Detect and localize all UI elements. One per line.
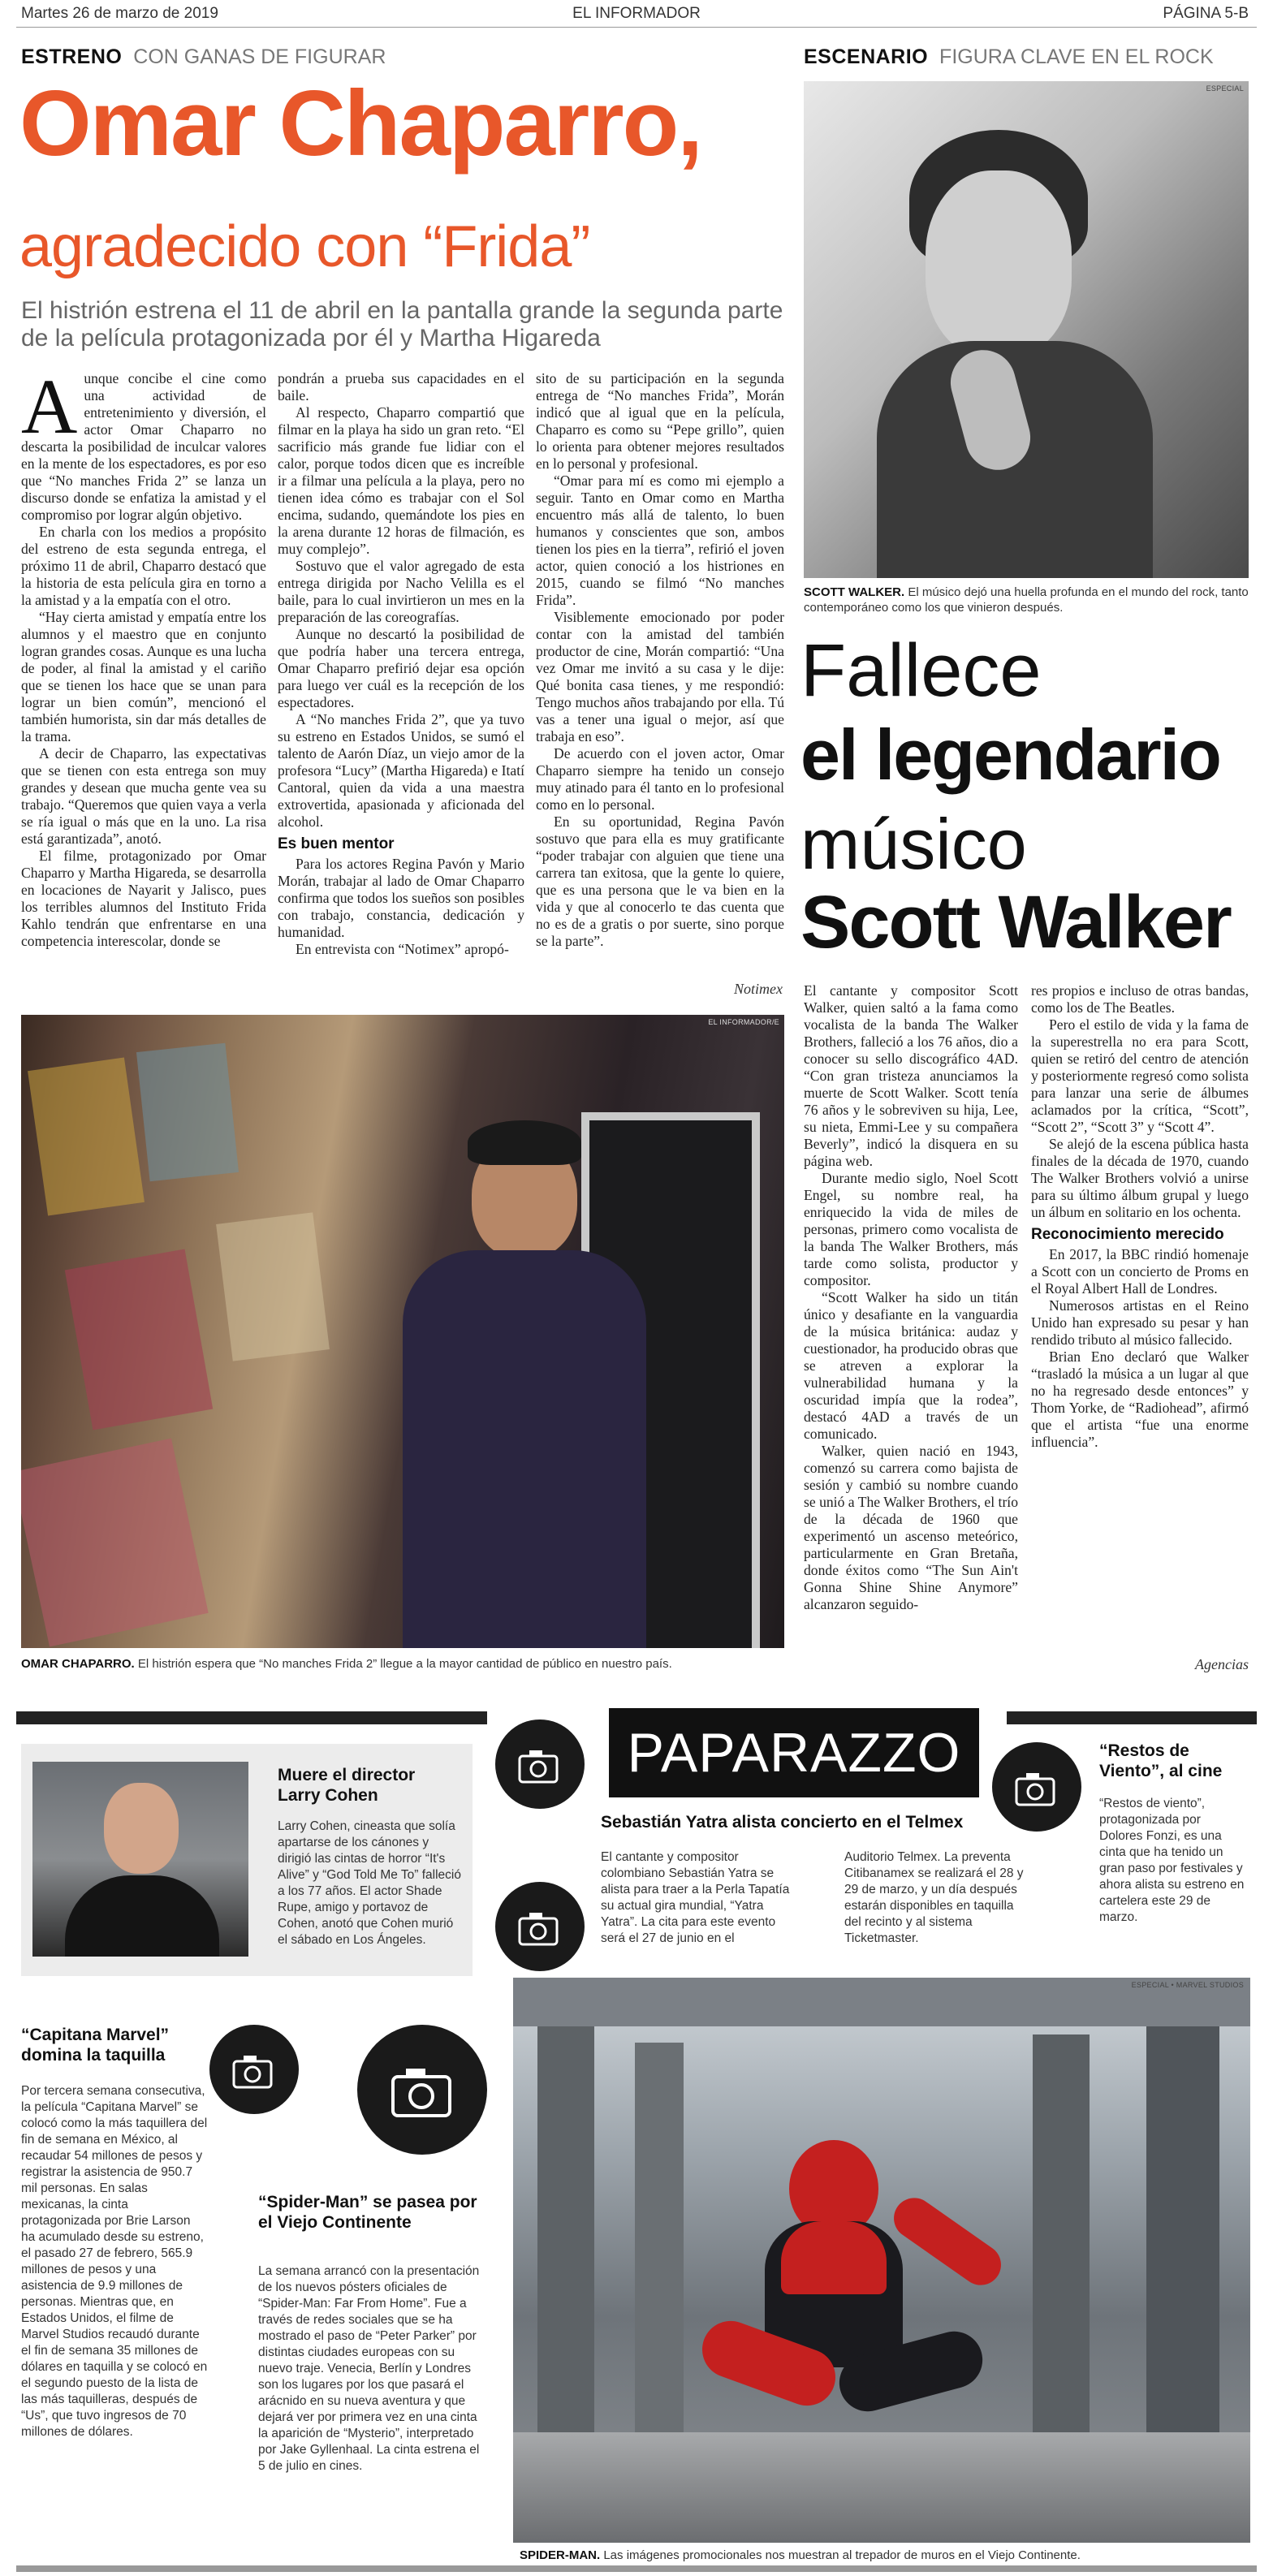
paragraph: Para los actores Regina Pavón y Mario Morán, trabajar al lado de Omar Chaparro confirma que todos los sueños son posibles con trabajo, constancia, dedicación y humanidad. — [278, 856, 524, 940]
poster — [21, 1439, 209, 1647]
caption-text: Las imágenes promocionales nos muestran al trepador de muros en el Viejo Continente. — [600, 2548, 1081, 2562]
paragraph: El cantante y compositor Scott Walker, quien saltó a la fama como vocalista de la banda The Walker Brothers, falleció a los 76 años, dio a conocer su sello discográfico 4AD. “Con gran tristeza anunciamos la muerte de Scott Walker. Scott tenía 76 años y le sobreviven su hija, Lee, su nieta, Emmi-Lee y su compañera Beverly”, indicó la disquera en su página web. — [804, 982, 1018, 1169]
paragraph: Al respecto, Chaparro compartió que filmar en la playa ha sido un gran reto. “El sacrificio más grande fue lidiar con el calor, porque todos dicen que es increíble ir a filmar una película a la playa, pero no tienen idea cómo es trabajar con el Sol encima, sudando, quemándote los pies en la arena durante 12 horas de filmación, es muy complejo”. — [278, 404, 524, 557]
photo-credit: EL INFORMADOR/E — [708, 1018, 779, 1026]
camera-icon — [209, 2025, 299, 2114]
paragraph: En entrevista con “Notimex” apropó- — [296, 941, 509, 957]
subheading: Es buen mentor — [278, 835, 395, 852]
spider-man-arm — [886, 2190, 1009, 2293]
camera-icon — [495, 1882, 585, 1971]
divider-bar — [1007, 1711, 1257, 1724]
person-face — [926, 170, 1072, 357]
headline: Scott Walker — [800, 881, 1231, 964]
news-text: “Restos de viento”, protagonizada por Dolores Fonzi, es una cinta que ha tenido un gran paso por festivales y ahora alista su estreno en cartelera este 29 de marzo. — [1099, 1797, 1245, 1924]
person-shirt — [403, 1250, 646, 1648]
caption-text: El músico dejó una huella profunda en el mundo del rock, tanto contemporáneo como los que vinieron después. — [804, 585, 1249, 615]
camera-icon — [495, 1719, 585, 1809]
larry-cohen-photo — [32, 1762, 248, 1957]
paragraph: El filme, protagonizado por Omar Chaparro y Martha Higareda, se desarrolla en locaciones de Nayarit y Jalisco, pues los terribles alumnos del Instituto Frida Kahlo tendrán que enfrentarse en una competencia interescolar, donde se — [21, 848, 266, 949]
footer-rule — [16, 2565, 1257, 2572]
header-rule — [16, 27, 1257, 28]
paragraph: Walker, quien nació en 1943, comenzó su carrera como bajista de sesión y cambió su nombre cuando se unió a The Walker Brothers, el trío de la década de 1960 que experimentó un ascenso meteórico, particularmente en Gran Bretaña, donde éxitos como “The Sun Ain't Gonna Shine Shine Anymore” alcanzaron seguido- — [804, 1443, 1018, 1612]
article-column-1 — [804, 982, 1018, 1613]
column — [1033, 2034, 1090, 2473]
news-text: Por tercera semana consecutiva, la película “Capitana Marvel” se colocó como la más taquillera del fin de semana en México, al recaudar 54 millones de pesos y registrar la asistencia de 950.7 mil personas. En salas mexicanas, la cinta protagonizada por Brie Larson ha acumulado desde su estreno, el pasado 27 de febrero, 565.9 millones de pesos y una asistencia de 9.9 millones de personas. Mientras que, en Estados Unidos, el filme de Marvel Studios recaudó durante el fin de semana 35 millones de dólares en taquilla y se colocó en el segundo puesto de la lista de las más taquilleras, después de “Us”, que tuvo ingresos de 70 millones de dólares. — [21, 2084, 208, 2439]
paragraph: Brian Eno declaró que Walker “trasladó la música a un lugar al que no ha regresado desde entonces” y Thom Yorke, de “Radiohead”, afirmó que el artista “fue una enorme influencia”. — [1031, 1348, 1249, 1450]
article-column-2 — [278, 370, 524, 958]
headline: Fallece — [800, 629, 1042, 712]
news-text: Larry Cohen, cineasta que solía apartarse de los cánones y dirigió las cintas de horror “It's Alive” y “God Told Me To” falleció a los 77 años. El actor Shade Rupe, amigo y portavoz de Cohen, anotó que Cohen murió el sábado en Los Ángeles. — [278, 1819, 461, 1947]
paragraph: sito de su participación en la segunda entrega de “No manches Frida”, Morán indicó que al igual que en la película, Chaparro es como su “Pepe grillo”, quien lo orienta para obtener mejores resultados en lo personal y profesional. — [536, 370, 784, 472]
person-jacket — [65, 1875, 219, 1957]
photo-credit: ESPECIAL • MARVEL STUDIOS — [1131, 1981, 1244, 1989]
column — [537, 2010, 594, 2465]
spider-man-chest — [781, 2221, 887, 2294]
subheading: Reconocimiento merecido — [1031, 1226, 1224, 1243]
headline: músico — [800, 804, 1027, 884]
section-label — [804, 45, 1214, 69]
news-title: Sebastián Yatra alista concierto en el Telmex — [601, 1813, 964, 1832]
paragraph: “Scott Walker ha sido un titán único y desafiante en la vanguardia de la música británica: audaz y cuestionador, ha producido obras que se atreven a explorar la vulnerabilidad humana y la oscuridad impía que la rodea”, destacó 4AD a través de un comunicado. — [804, 1289, 1018, 1442]
news-text: El cantante y compositor colombiano Sebastián Yatra se alista para traer a la Perla Tapatía su actual gira mundial, “Yatra Yatra”. La cita para este evento será el 27 de junio en el — [601, 1850, 790, 1945]
section-subtitle: FIGURA CLAVE EN EL ROCK — [939, 45, 1214, 68]
camera-icon — [357, 2025, 487, 2155]
poster — [65, 1249, 213, 1430]
page-header — [0, 0, 1273, 28]
paragraph: Visiblemente emocionado por poder contar con la amistad del también productor de cine, Morán compartió: “Una vez Omar me invitó a su casa y le dije: Qué bonita casa tienes, y me respondió: Tengo muchos años trabajando por ella. Tú vas a tener una igual o mejor, así que trabaja en eso”. — [536, 609, 784, 744]
photo-caption — [520, 2548, 1250, 2563]
paragraph: En 2017, la BBC rindió homenaje a Scott con un concierto de Proms en el Royal Albert Hall de Londres. — [1031, 1246, 1249, 1297]
paragraph: A “No manches Frida 2”, que ya tuvo su estreno en Estados Unidos, se sumó el talento de Aarón Díaz, un viejo amor de la profesora “Lucy” (Martha Higareda) e Itatí Cantoral, quien da vida a una maestra extrovertida, apasionada y aficionada del alcohol. — [278, 711, 524, 830]
article-column-2 — [1031, 982, 1249, 1451]
caption-label: SCOTT WALKER. — [804, 585, 905, 599]
issue-date: Martes 26 de marzo de 2019 — [21, 5, 218, 22]
paragraph: En charla con los medios a propósito del estreno de esta segunda entrega, el próximo 11 de abril, Chaparro destacó que la historia de esta película gira en torno a la amistad y a la empatía con el otro. — [21, 524, 266, 608]
paragraph: unque concibe el cine como una actividad de entretenimiento y diversión, el actor Omar Chaparro no descarta la posibilidad de inculcar valores en la mente de los espectadores, es por eso que “No manches Frida 2” se lanza un discurso donde se enfatiza la amistad y el compromiso por lograr algún objetivo. — [21, 370, 266, 523]
paragraph: Sostuvo que el valor agregado de esta entrega dirigida por Nacho Velilla es el baile, para lo cual invirtieron un mes en la preparación de las coreografías. — [278, 558, 524, 625]
headline-secondary: agradecido con “Frida” — [19, 214, 590, 279]
subhead: El histrión estrena el 11 de abril en la pantalla grande la segunda parte de la película protagonizada por él y Martha Higareda — [21, 297, 783, 352]
paragraph: De acuerdo con el joven actor, Omar Chaparro siempre ha tenido un consejo muy atinado para él tanto en lo profesional como en lo personal. — [536, 745, 784, 813]
page-number: PÁGINA 5-B — [1163, 5, 1249, 22]
paragraph: pondrán a prueba sus capacidades en el baile. — [278, 370, 524, 403]
newspaper-name: EL INFORMADOR — [572, 5, 701, 22]
paragraph: “Omar para mí es como mi ejemplo a seguir. Tanto en Omar como en Martha encuentro más allá de talento, lo buen humanos y conscientes que son, ambos tienen los pies en la tierra”, refirió el joven actor, quien conoció a los histriones en 2015, cuando se filmó “No manches Frida”. — [536, 472, 784, 608]
paragraph: Se alejó de la escena pública hasta finales de la década de 1970, cuando The Walker Brothers volvió a unirse para su último álbum grupal y luego un álbum en solitario en los ochenta. — [1031, 1136, 1249, 1220]
news-title: “Spider-Man” se pasea por el Viejo Continente — [258, 2193, 477, 2232]
omar-chaparro-photo — [21, 1015, 784, 1648]
spider-man-photo — [513, 1978, 1250, 2543]
news-text: Auditorio Telmex. La preventa Citibanamex se realizará el 28 y 29 de marzo, y un día después estarán disponibles en taquilla del recinto y al sistema Ticketmaster. — [844, 1850, 1024, 1945]
news-title: Muere el director Larry Cohen — [278, 1766, 416, 1805]
caption-text: El histrión espera que “No manches Frida 2” llegue a la mayor cantidad de público en nuestro país. — [134, 1657, 672, 1671]
photo-caption — [21, 1656, 784, 1672]
paragraph: “Hay cierta amistad y empatía entre los alumnos y el maestro que en conjunto logran grandes cosas. Aunque es una lucha de poder, al final la amistad y el cariño que se tienen los hace que se unan para lograr un bien común”, mencionó el también humorista, sin dar más detalles de la trama. — [21, 609, 266, 744]
section-name: ESTRENO — [21, 45, 123, 68]
paragraph: A decir de Chaparro, las expectativas que se tienen con esta entrega son muy grandes y desean que mucha gente vea su trabajo. “Queremos que quien vaya a verla se ría igual o más que en la uno. La risa está garantizada”, anotó. — [21, 745, 266, 847]
photo-credit: ESPECIAL — [1206, 84, 1244, 93]
paragraph: res propios e incluso de otras bandas, como los de The Beatles. — [1031, 982, 1249, 1016]
poster — [216, 1212, 330, 1361]
section-name: ESCENARIO — [804, 45, 929, 68]
news-title: “Restos de Viento”, al cine — [1099, 1741, 1223, 1780]
divider-bar — [16, 1711, 487, 1724]
paragraph: Durante medio siglo, Noel Scott Engel, su nombre real, ha enriquecido la vida de miles de personas, primero como vocalista de la banda The Walker Brothers, más tarde como solista, productor y compositor. — [804, 1170, 1018, 1288]
pavement — [513, 2432, 1250, 2543]
caption-label: OMAR CHAPARRO. — [21, 1657, 135, 1671]
section-label — [21, 45, 386, 69]
caption-label: SPIDER-MAN. — [520, 2548, 601, 2562]
news-text: La semana arrancó con la presentación de los nuevos pósters oficiales de “Spider-Man: Far From Home”. Fue a través de redes sociales que se ha mostrado el paso de “Peter Parker” por distintas ciudades europeas con su nuevo traje. Venecia, Berlín y Londres son los lugares por los que pasará el arácnido en su nueva aventura y que dejará ver por primera vez en una cinta la aparición de “Mysterio”, interpretado por Jake Gyllenhaal. La cinta estrena el 5 de julio en cines. — [258, 2264, 480, 2473]
poster — [136, 1043, 239, 1182]
column — [1146, 2002, 1219, 2473]
drop-cap: A — [21, 363, 78, 450]
paragraph: En su oportunidad, Regina Pavón sostuvo que para ella es muy gratificante “poder trabajar con alguien que tiene una carrera tan exitosa, que la gente lo quiere, que es una persona que le va bien en la vida y que al conocerlo te das cuenta que no es de a gratis o por suerte, sino porque se la parte”. — [536, 813, 784, 949]
person-hair — [468, 1120, 581, 1165]
paragraph: Aunque no descartó la posibilidad de que podría haber una tercera entrega, Omar Chaparro prefirió dejar esa opción para luego ver cuál es la recepción de los espectadores. — [278, 626, 524, 710]
news-title: “Capitana Marvel” domina la taquilla — [21, 2026, 170, 2065]
headline: el legendario — [800, 714, 1220, 795]
person-face — [104, 1783, 179, 1874]
byline: Notimex — [734, 981, 783, 997]
article-column-1 — [21, 363, 266, 950]
paragraph: Pero el estilo de vida y la fama de la superestrella no era para Scott, quien se retiró del centro de atención y posteriormente regresó como solista para lanzar una serie de álbumes aclamados por la crítica, “Scott”, “Scott 2”, “Scott 3” y “Scott 4”. — [1031, 1016, 1249, 1135]
scott-walker-photo — [804, 81, 1249, 578]
paparazzo-banner: PAPARAZZO — [609, 1708, 979, 1797]
poster — [28, 1058, 145, 1216]
section-subtitle: CON GANAS DE FIGURAR — [133, 45, 386, 68]
column — [635, 2043, 684, 2449]
byline: Agencias — [1195, 1656, 1249, 1672]
article-column-3 — [536, 370, 784, 950]
photo-caption — [804, 585, 1249, 615]
headline: Omar Chaparro, — [19, 72, 701, 175]
news-box-cohen — [21, 1744, 473, 1976]
paragraph: Numerosos artistas en el Reino Unido han expresado su pesar y han rendido tributo al músico fallecido. — [1031, 1297, 1249, 1348]
